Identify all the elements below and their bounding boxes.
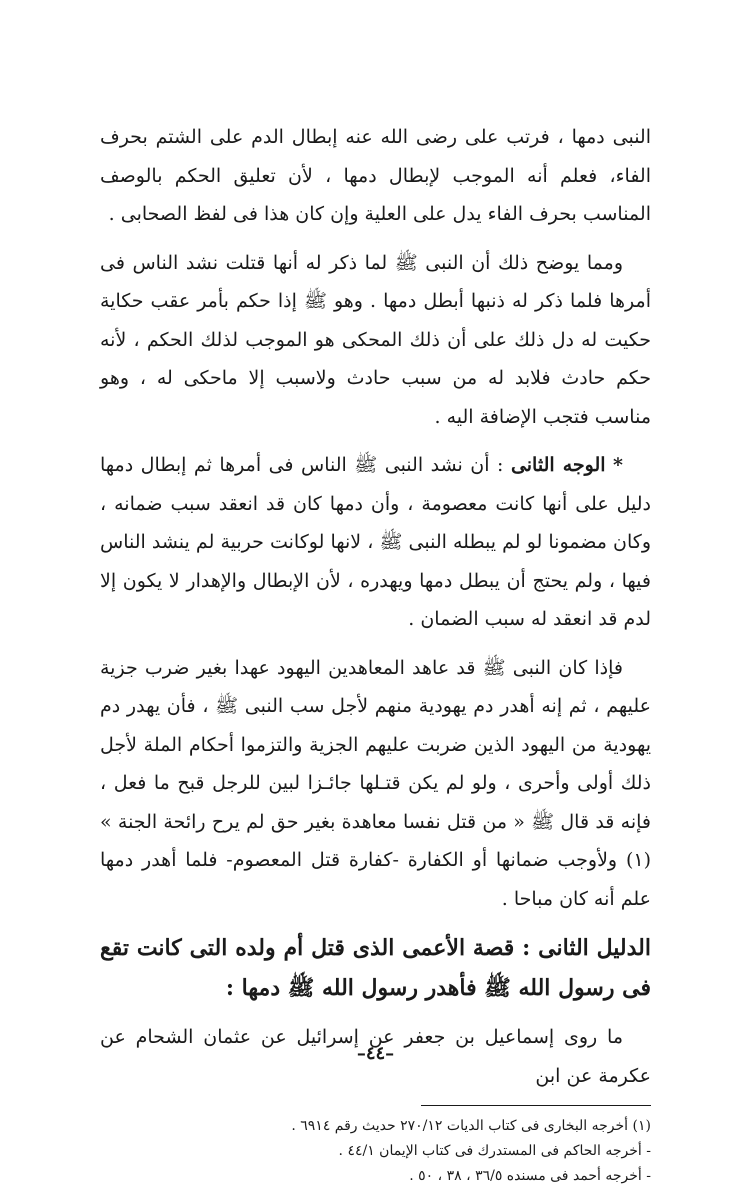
star-icon: *	[613, 454, 623, 476]
section-heading: الدليل الثانى : قصة الأعمى الذى قتل أم ولده التى كانت تقع فى رسول الله ﷺ فأهدر رسول الله ﷺ دمها :	[100, 935, 651, 1001]
footnote-1: (١) أخرجه البخارى فى كتاب الديات ٢٧٠/١٢ حديث رقم ٦٩١٤ .	[291, 1118, 651, 1134]
footnotes	[100, 1114, 651, 1189]
page-number: –٤٤–	[356, 1043, 395, 1064]
second-aspect-lead: الوجه الثانى	[510, 454, 606, 476]
paragraph-1: النبى دمها ، فرتب على رضى الله عنه إبطال الدم على الشتم بحرف الفاء، فعلم أنه الموجب لإبطال دمها ، لأن تعليق الحكم بالوصف المناسب بحرف الفاء يدل على العلية وإن كان هذا فى لفظ الصحابى .	[100, 126, 651, 225]
paragraph-2: ومما يوضح ذلك أن النبى ﷺ لما ذكر له أنها قتلت نشد الناس فى أمرها فلما ذكر له ذنبها أبطل دمها . وهو ﷺ إذا حكم بأمر عقب حكاية حكيت له دل ذلك على أن ذلك المحكى هو الموجب لذلك الحكم ، لأنه حكم حادث فلابد له من سبب حادث ولاسبب إلا ماحكى له ، وهو مناسب فتجب الإضافة اليه .	[100, 251, 651, 428]
paragraph-second-aspect	[100, 446, 651, 639]
paragraph-jews: فإذا كان النبى ﷺ قد عاهد المعاهدين اليهود عهدا بغير ضرب جزية عليهم ، ثم إنه أهدر دم يهودية منهم لأجل سب النبى ﷺ ، فأن يهدر دم يهودية من اليهود الذين ضربت عليهم الجزية والتزموا أحكام الملة لأجل ذلك أولى وأحرى ، ولو لم يكن قتـلها جائـزا لبين للرجل قبح ما فعل ، فإنه قد قال ﷺ « من قتل نفسا معاهدة بغير حق لم يرح رائحة الجنة » (١) ولأوجب ضمانها أو الكفارة -كفارة قتل المعصوم- فلما أهدر دمها علم أنه كان مباحا .	[100, 656, 652, 910]
footnote-divider	[421, 1105, 651, 1106]
footnote-2: - أخرجه الحاكم فى المستدرك فى كتاب الإيمان ٤٤/١ .	[338, 1143, 651, 1159]
paragraph-last: ما روى إسماعيل بن جعفر عن إسرائيل عن عثمان الشحام عن عكرمة عن ابن	[100, 1026, 651, 1087]
footnote-3: - أخرجه أحمد فى مسنده ٣٦/٥ ، ٣٨ ، ٥٠ .	[409, 1168, 651, 1184]
second-aspect-text: : أن نشد النبى ﷺ الناس فى أمرها ثم إبطال دمها دليل على أنها كانت معصومة ، وأن دمها كان قد انعقد سبب ضمانه ، وكان مضمونا لو لم يبطله النبى ﷺ ، لانها لوكانت حربية لم ينشد الناس فيها ، ولم يحتج أن يبطل دمها ويهدره ، لأن الإبطال والإهدار لا يكون إلا لدم قد انعقد له سبب الضمان .	[100, 454, 651, 630]
